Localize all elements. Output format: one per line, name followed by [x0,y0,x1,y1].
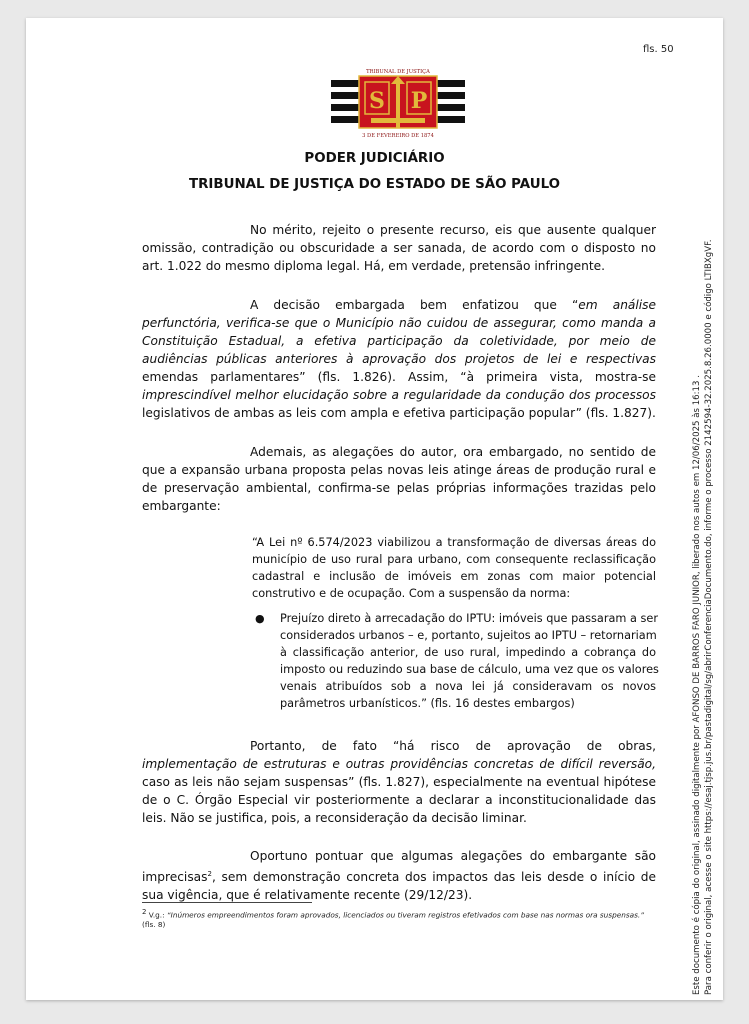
paragraph-5: Oportuno pontuar que algumas alegações do embargante são imprecisas$^2$, sem demonstração concreta dos impactos das leis desde o início de sua vigência, que é relativamente recente (29/12/23). [142,849,656,903]
block-quote: “A Lei nº 6.574/2023 viabilizou a transformação de diversas áreas do município de uso rural para urbano, com consequente reclassificação cadastral e inclusão de imóveis em zonas com maior potencial construtivo e de ocupação. Com a suspensão da norma: [252,536,656,600]
paragraph-4: Portanto, de fato “há risco de aprovação de obras, implementação de estruturas e outras providências concretas de difícil reversão, caso as leis não sejam suspensas” (fls. 1.827), especialmente na eventual hipótese de o C. Órgão Especial vir posteriormente a declarar a inconstitucionalidade das leis. Não se justifica, pois, a reconsideração da decisão liminar. [142,739,656,825]
svg-text:S: S [369,88,385,114]
footnote: $^2$ V.g.: “Inúmeros empreendimentos foram aprovados, licenciados ou tiveram registros efetivados com base nas normas ora suspensas.” (fls. 8) [142,908,645,930]
footnote-ref: 2 [207,870,212,878]
court-seal-logo [331,66,465,140]
page-number: fls. 50 [643,44,674,55]
paragraph-3: Ademais, as alegações do autor, ora embargado, no sentido de que a expansão urbana proposta pelas novas leis atinge áreas de produção rural e de preservação ambiental, confirma-se pelas próprias informações trazidas pelo embargante: [142,445,656,513]
svg-text:TRIBUNAL DE JUSTIÇA: TRIBUNAL DE JUSTIÇA [366,69,430,75]
digital-signature-note: Este documento é cópia do original, assinado digitalmente por AFONSO DE BARROS FARO JUNIOR, liberado nos autos em 12/06/2025 às 16:13 . Para conferir o original, acesse o site https://esaj.tjsp.jus.br/pastadigital/sg/abrirConferenciaDocumento.do, informe o processo 2142594-32.2025.8.26.0000 e código LTIBXgVF. [692,239,715,995]
header-poder-judiciario: PODER JUDICIÁRIO [304,151,445,166]
bullet-item: Prejuízo direto à arrecadação do IPTU: imóveis que passaram a ser considerados urbanos – e, portanto, sujeitos ao IPTU – retornariam à classificação anterior, de uso rural, impedindo a cobrança do imposto ou reduzindo sua base de cálculo, uma vez que os valores venais atribuídos sob a nova lei já consideravam os novos parâmetros urbanísticos.” (fls. 16 destes embargos) [280,612,659,710]
footnote-divider [142,902,312,903]
svg-text:P: P [410,88,428,114]
header-tribunal: TRIBUNAL DE JUSTIÇA DO ESTADO DE SÃO PAULO [188,177,561,192]
paragraph-2: A decisão embargada bem enfatizou que “em análise perfunctória, verifica-se que o Município não cuidou de assegurar, como manda a Constituição Estadual, a efetiva participação da coletividade, por meio de audiências públicas anteriores à aprovação dos projetos de lei e respectivas emendas parlamentares” (fls. 1.826). Assim, “à primeira vista, mostra-se imprescindível melhor elucidação sobre a regularidade da condução dos processos legislativos de ambas as leis com ampla e efetiva participação popular” (fls. 1.827). [142,298,657,420]
bullet-marker: ● [255,612,265,625]
paragraph-1: No mérito, rejeito o presente recurso, eis que ausente qualquer omissão, contradição ou obscuridade a ser sanada, de acordo com o disposto no art. 1.022 do mesmo diploma legal. Há, em verdade, pretensão infringente. [142,223,656,273]
svg-text:3 DE FEVEREIRO DE 1874: 3 DE FEVEREIRO DE 1874 [362,133,434,139]
